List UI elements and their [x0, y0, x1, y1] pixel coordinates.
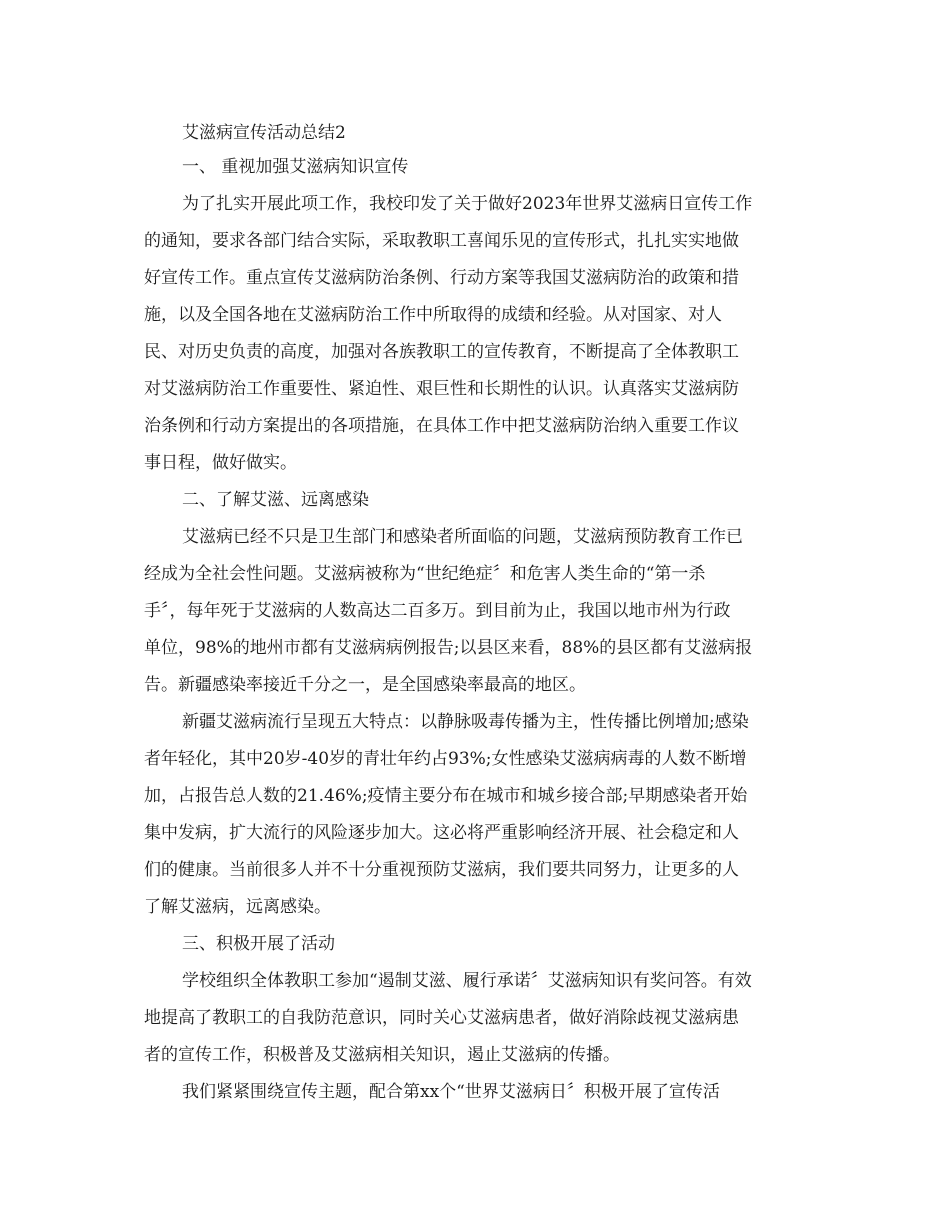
paragraph-line: 艾滋病已经不只是卫生部门和感染者所面临的问题，艾滋病预防教育工作已: [182, 527, 743, 547]
paragraph-line: 加，占报告总人数的21.46%;疫情主要分布在城市和城乡接合部;早期感染者开始: [144, 786, 748, 806]
paragraph-line: 为了扎实开展此项工作，我校印发了关于做好2023年世界艾滋病日宣传工作: [182, 194, 753, 214]
paragraph-line: 告。新疆感染率接近千分之一，是全国感染率最高的地区。: [144, 675, 586, 695]
paragraph-line: 事日程，做好做实。: [144, 453, 297, 473]
paragraph-line: 者年轻化，其中20岁-40岁的青壮年约占93%;女性感染艾滋病病毒的人数不断增: [144, 749, 747, 769]
paragraph-line: 治条例和行动方案提出的各项措施，在具体工作中把艾滋病防治纳入重要工作议: [144, 416, 739, 436]
section-heading: 一、 重视加强艾滋病知识宣传: [182, 157, 409, 177]
paragraph-line: 新疆艾滋病流行呈现五大特点：以静脉吸毒传播为主，性传播比例增加;感染: [182, 712, 749, 732]
paragraph-line: 者的宣传工作，积极普及艾滋病相关知识，遏止艾滋病的传播。: [144, 1045, 620, 1065]
paragraph-line: 学校组织全体教职工参加“遏制艾滋、履行承诺〞艾滋病知识有奖问答。有效: [182, 971, 752, 991]
paragraph-line: 经成为全社会性问题。艾滋病被称为“世纪绝症〞和危害人类生命的“第一杀: [144, 564, 706, 584]
document-title: 艾滋病宣传活动总结2: [182, 123, 346, 143]
paragraph-line: 了解艾滋病，远离感染。: [144, 897, 331, 917]
paragraph-line: 手〞，每年死于艾滋病的人数高达二百多万。到目前为止，我国以地市州为行政: [144, 601, 731, 621]
section-heading: 三、积极开展了活动: [182, 934, 335, 954]
paragraph-line: 单位，98%的地州市都有艾滋病病例报告;以县区来看，88%的县区都有艾滋病报: [144, 638, 753, 658]
section-heading: 二、了解艾滋、远离感染: [182, 490, 369, 510]
paragraph-line: 民、对历史负责的高度，加强对各族教职工的宣传教育，不断提高了全体教职工: [144, 342, 739, 362]
paragraph-line: 的通知，要求各部门结合实际，采取教职工喜闻乐见的宣传形式，扎扎实实地做: [144, 231, 739, 251]
paragraph-line: 好宣传工作。重点宣传艾滋病防治条例、行动方案等我国艾滋病防治的政策和措: [144, 268, 739, 288]
paragraph-line: 们的健康。当前很多人并不十分重视预防艾滋病，我们要共同努力，让更多的人: [144, 860, 739, 880]
paragraph-line: 集中发病，扩大流行的风险逐步加大。这必将严重影响经济开展、社会稳定和人: [144, 823, 739, 843]
paragraph-line: 施，以及全国各地在艾滋病防治工作中所取得的成绩和经验。从对国家、对人: [144, 305, 722, 325]
paragraph-line: 地提高了教职工的自我防范意识，同时关心艾滋病患者，做好消除歧视艾滋病患: [144, 1008, 739, 1028]
paragraph-line: 对艾滋病防治工作重要性、紧迫性、艰巨性和长期性的认识。认真落实艾滋病防: [144, 379, 739, 399]
paragraph-line: 我们紧紧围绕宣传主题，配合第xx个“世界艾滋病日〞积极开展了宣传活: [182, 1082, 720, 1102]
